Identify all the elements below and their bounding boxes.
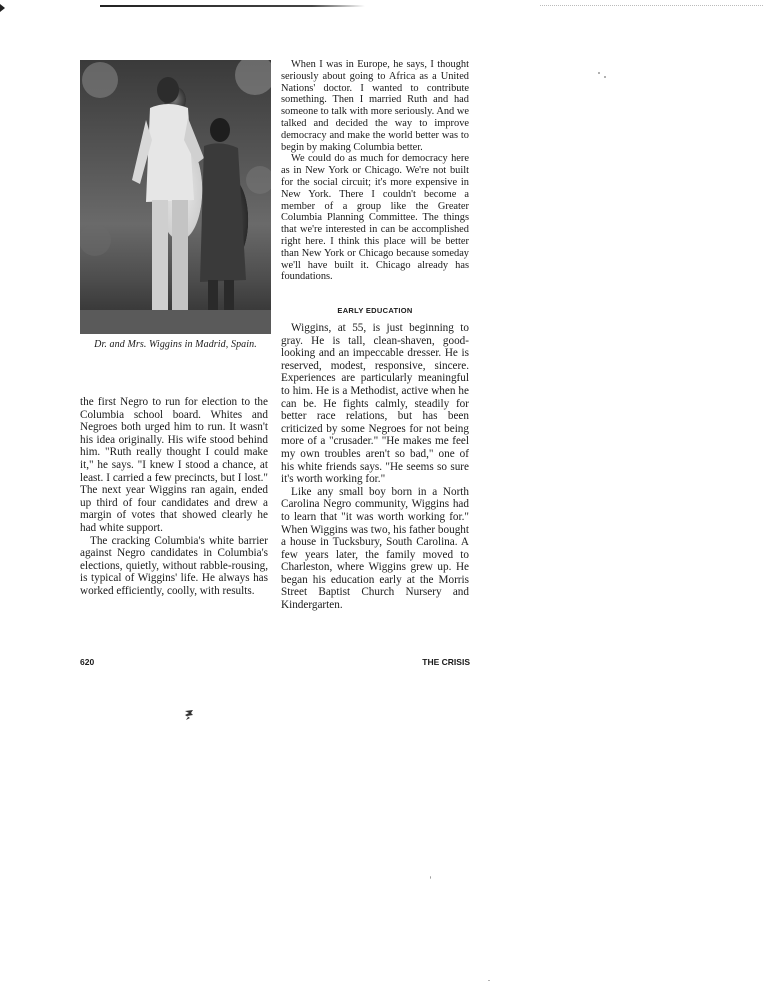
scan-speck	[488, 980, 490, 981]
left-column-text	[80, 396, 268, 598]
right-column-quote-text	[281, 59, 469, 283]
photo-caption: Dr. and Mrs. Wiggins in Madrid, Spain.	[94, 339, 257, 350]
photo-wiggins-madrid	[80, 60, 271, 334]
scan-speck	[604, 76, 606, 78]
ink-smudge	[184, 709, 194, 721]
paragraph: We could do as much for democracy here as in New York or Chicago. We're not built for the social circuit; it's more expensive in New York. There I couldn't become a member of a group like the Greater Columbia Planning Committee. The things that we're interested in can be accomplished right here. I think this place will be better than New York or Chicago because someday we'll have built it. Chicago already has foundations.	[281, 153, 469, 283]
publication-name: THE CRISIS	[422, 657, 470, 667]
paragraph: When I was in Europe, he says, I thought seriously about going to Africa as a United Nations' doctor. I wanted to contribute something. Then I married Ruth and had someone to talk with more seriously. And we talked and decided the way to improve democracy and make the world better was to begin by making Columbia better.	[281, 59, 469, 153]
scan-corner-mark	[0, 4, 5, 12]
top-rule	[100, 5, 365, 7]
page-number: 620	[80, 657, 95, 667]
right-column-text	[281, 322, 469, 612]
paragraph: Wiggins, at 55, is just beginning to gray. He is tall, clean-shaven, good-looking and an impeccable dresser. He is reserved, modest, responsive, sincere. Experiences are particularly meaningful to him. He is a Methodist, active when he can be. He fights calmly, steadily for better race relations, but has been criticized by some Negroes for not being more of a "crusader." "He makes me feel my own troubles aren't so bad," one of his white friends says. "He seems so sure it's worth working for."	[281, 322, 469, 486]
scan-speck	[430, 876, 431, 879]
paragraph: The cracking Columbia's white barrier against Negro candidates in Columbia's elections, quietly, without rabble-rousing, is typical of Wiggins' life. He always has worked efficiently, coolly, with results.	[80, 534, 268, 597]
section-subhead: EARLY EDUCATION	[337, 306, 413, 315]
paragraph: Like any small boy born in a North Carolina Negro community, Wiggins had to learn that "it was worth working for." When Wiggins was two, his father bought a house in Tucksbury, South Carolina. A few years later, the family moved to Charleston, where Wiggins grew up. He began his education early at the Morris Street Baptist Church Nursery and Kindergarten.	[281, 485, 469, 612]
scan-speck	[598, 72, 600, 74]
paragraph: the first Negro to run for election to the Columbia school board. Whites and Negroes both urged him to run. It wasn't his idea originally. His wife stood behind him. "Ruth really thought I could make it," he says. "I knew I stood a chance, at least. I carried a few precincts, but I lost." The next year Wiggins ran again, ended up third of four candidates and drew a margin of votes that showed clearly he had white support.	[80, 396, 268, 534]
top-dotted-line	[540, 5, 763, 7]
